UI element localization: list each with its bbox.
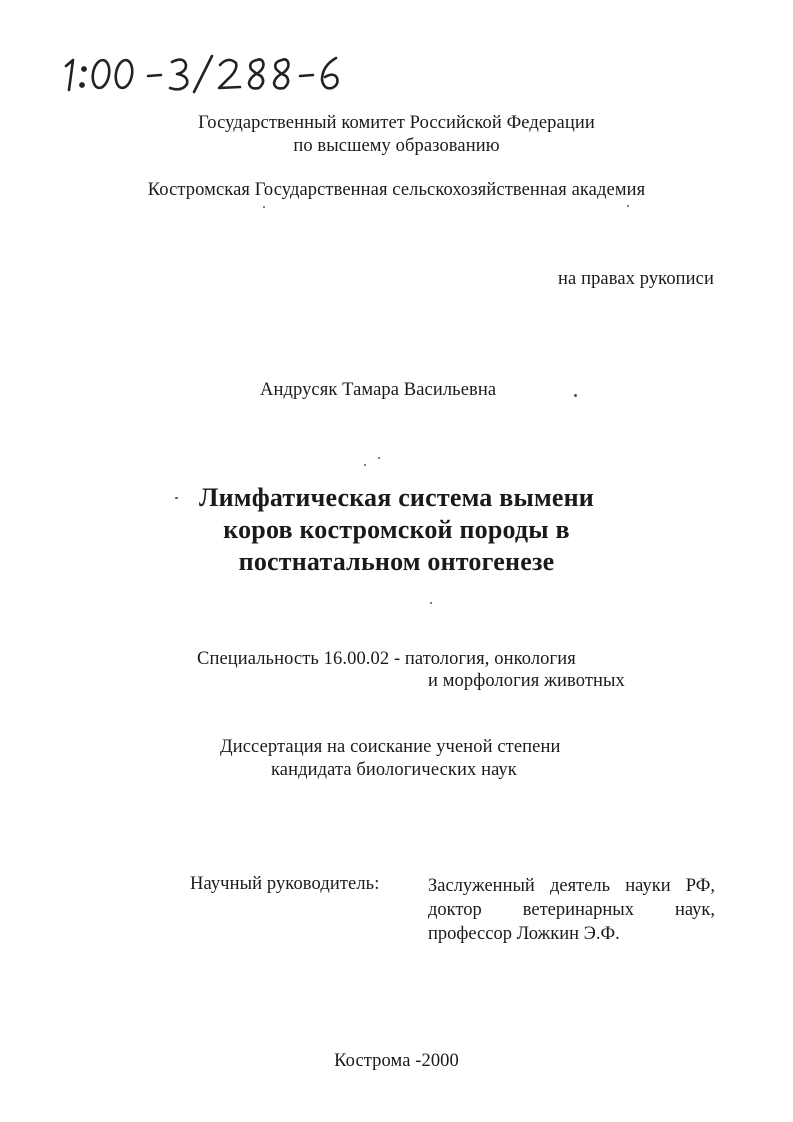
dissertation-title-line-2: коров костромской породы в xyxy=(223,515,570,544)
committee-name-line-2: по высшему образованию xyxy=(293,136,500,156)
supervisor-details: Заслуженный деятель науки РФ, доктор ветеринарных наук, профессор Ложкин Э.Ф. xyxy=(428,876,715,944)
scan-speck xyxy=(263,206,265,208)
academy-name: Костромская Государственная сельскохозяйственная академия xyxy=(147,180,646,200)
specialty-line-1: Специальность 16.00.02 - патология, онкология xyxy=(197,649,576,669)
handwritten-catalog-number xyxy=(60,52,350,94)
supervisor-label: Научный руководитель: xyxy=(190,874,380,894)
degree-line-2: кандидата биологических наук xyxy=(271,760,517,780)
dissertation-title-line-1: Лимфатическая система вымени xyxy=(199,483,594,512)
scan-speck xyxy=(627,205,629,207)
committee-name-line-1: Государственный комитет Российской Федерации xyxy=(198,113,595,133)
manuscript-rights-note: на правах рукописи xyxy=(558,269,714,289)
specialty-line-2: и морфология животных xyxy=(428,671,625,691)
author-name: Андрусяк Тамара Васильевна xyxy=(260,380,497,400)
degree-line-1: Диссертация на соискание ученой степени xyxy=(220,737,561,757)
dissertation-title-line-3: постнатальном онтогенезе xyxy=(238,547,555,576)
city-year: Кострома -2000 xyxy=(334,1051,459,1071)
scan-speck xyxy=(574,394,577,397)
scan-speck xyxy=(364,464,366,466)
scan-speck xyxy=(175,497,178,499)
scan-speck xyxy=(378,457,380,459)
scan-speck xyxy=(430,602,432,604)
